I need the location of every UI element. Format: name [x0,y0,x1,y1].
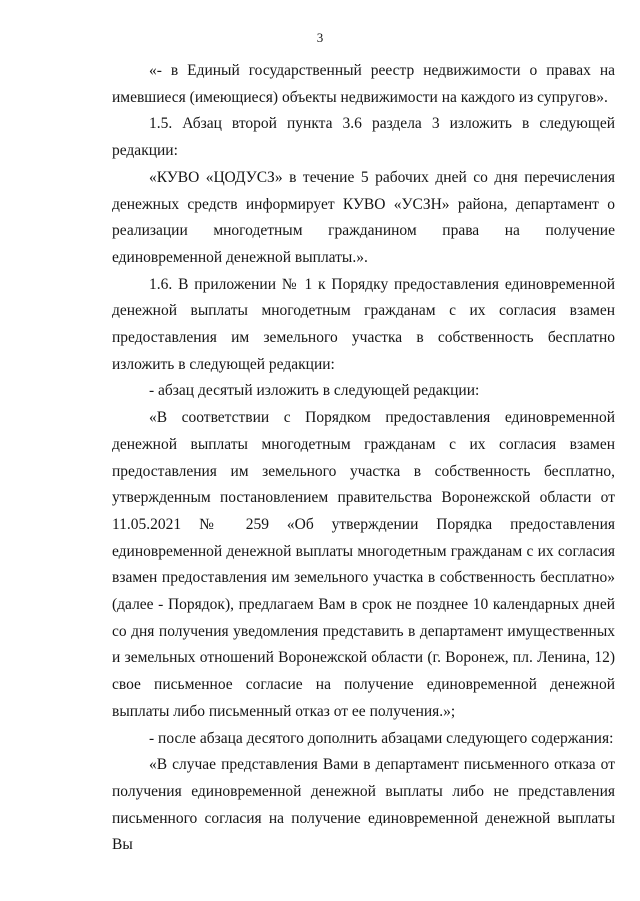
page-number: 3 [316,30,324,45]
paragraph-tenth-paragraph-instruction: - абзац десятый изложить в следующей редакции: [149,382,480,400]
paragraph-item-1-5-text: «КУВО «ЦОДУСЗ» в течение 5 рабочих дней со дня перечисления денежных средств информирует КУВО «УСЗН» района, департамент о реализации многодетным гражданином права на получение единовременной денежной выплаты.». [112,168,615,266]
paragraph-tenth-paragraph-text: «В соответствии с Порядком предоставления единовременной денежной выплаты многодетным гражданам с их согласия взамен предоставления им земельного участка в собственность бесплатно, утвержденным постановлением правительства Воронежской области от 11.05.2021 № 259 «Об утверждении Порядка предоставления единовременной денежной выплаты многодетным гражданам с их согласия взамен предоставления им земельного участка в собственность бесплатно» (далее - Порядок), предлагаем Вам в срок не позднее 10 календарных дней со дня получения уведомления представить в департамент имущественных и земельных отношений Воронежской области (г. Воронеж, пл. Ленина, 12) свое письменное согласие на получение единовременной денежной выплаты либо письменный отказ от ее получения.»; [112,409,615,720]
paragraph-add-after-tenth: - после абзаца десятого дополнить абзацами следующего содержания: [149,729,614,747]
paragraph-item-1-5: 1.5. Абзац второй пункта 3.6 раздела 3 изложить в следующей редакции: [112,115,615,160]
paragraph-egrn-clause: «- в Единый государственный реестр недвижимости о правах на имевшиеся (имеющиеся) объекты недвижимости на каждого из супругов». [112,62,615,106]
paragraph-item-1-6: 1.6. В приложении № 1 к Порядку предоставления единовременной денежной выплаты многодетным гражданам с их согласия взамен предоставления им земельного участка в собственность бесплатно изложить в следующей редакции: [112,275,615,373]
paragraph-refusal-case: «В случае представления Вами в департамент письменного отказа от получения единовременной денежной выплаты либо не представления письменного согласия на получение единовременной денежной выплаты Вы [112,756,615,854]
document-body [112,58,615,859]
